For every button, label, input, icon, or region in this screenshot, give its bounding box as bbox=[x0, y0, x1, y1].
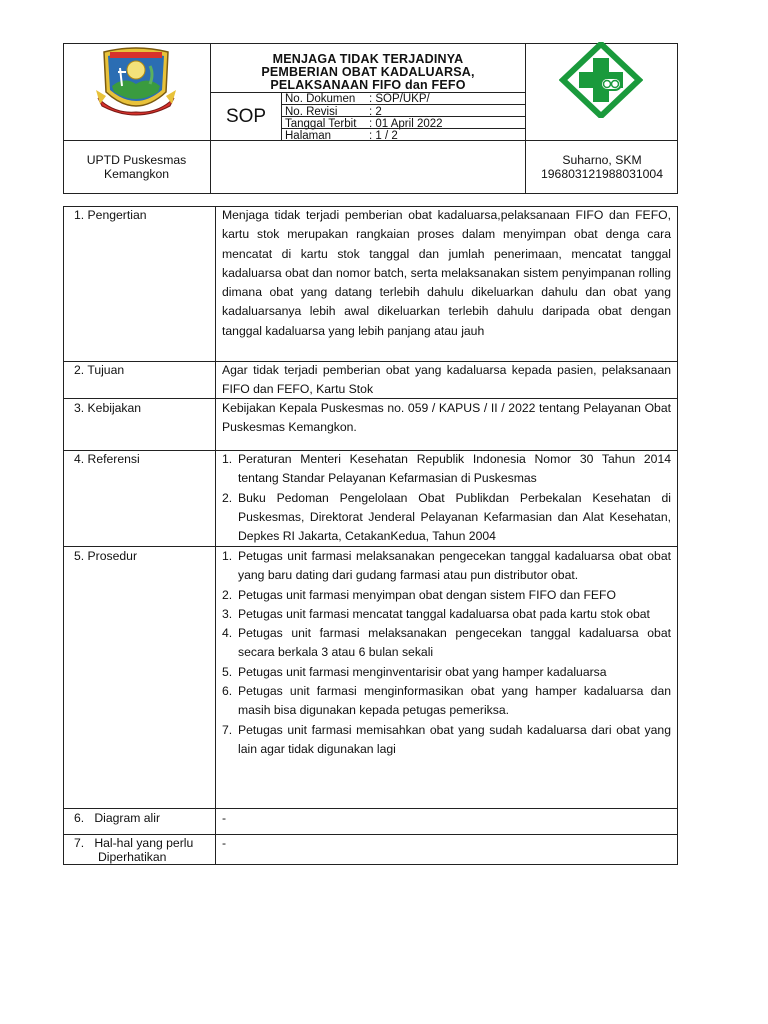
document-meta bbox=[282, 92, 525, 140]
title-line: PELAKSANAAN FIFO dan FEFO bbox=[270, 78, 466, 92]
list-item: 6. Petugas unit farmasi menginformasikan obat yang hamper kadaluarsa dan masih bisa digunakan kepada petugas pemeriksa. bbox=[222, 684, 671, 718]
list-item: 3. Petugas unit farmasi mencatat tanggal kadaluarsa obat pada kartu stok obat bbox=[222, 606, 650, 621]
referensi-list bbox=[222, 450, 671, 546]
section-text-kebijakan: Kebijakan Kepala Puskesmas no. 059 / KAPUS / II / 2022 tentang Pelayanan Obat Puskesmas Kemangkon. bbox=[222, 401, 671, 435]
section-label-referensi: 4. Referensi bbox=[74, 452, 140, 466]
list-item: 4. Petugas unit farmasi melaksanakan pengecekan tanggal kadaluarsa obat secara berkala 3 atau 6 bulan sekali bbox=[222, 626, 671, 660]
list-item: 1. Petugas unit farmasi melaksanakan pengecekan tanggal kadaluarsa obat obat yang baru dating dari gudang farmasi atau pun distributor obat. bbox=[222, 549, 671, 583]
list-item: 1. Peraturan Menteri Kesehatan Republik Indonesia Nomor 30 Tahun 2014 tentang Standar Pelayanan Kefarmasian di Puskesmas bbox=[222, 452, 671, 486]
section-text-pengertian: Menjaga tidak terjadi pemberian obat kadaluarsa,pelaksanaan FIFO dan FEFO, kartu stok merupakan rangkaian proses dalam menyimpan obat denga cara mencatat di kartu stok tanggal dan jumlah penerimaan, mencatat tanggal kadaluarsa obat dan nomor batch, serta melaksanakan sistem penyimpanan rolling dimana obat yang datang terlebih dahulu dikeluarkan dahulu dan obat yang kadaluarsanya lebih awal dikeluarkan terlebih dahulu daripada obat dengan tanggal kadaluarsa yang lebih panjang atau jauh bbox=[222, 208, 671, 338]
regency-coat-of-arms-icon bbox=[94, 46, 178, 120]
section-label-pengertian: 1. Pengertian bbox=[74, 208, 147, 222]
meta-row-tanggal: Tanggal Terbit : 01 April 2022 bbox=[282, 116, 525, 131]
list-item: 2. Petugas unit farmasi menyimpan obat dengan sistem FIFO dan FEFO bbox=[222, 587, 616, 602]
section-label-hal: 7. Hal-hal yang perlu Diperhatikan bbox=[74, 836, 194, 864]
document-title bbox=[211, 53, 525, 92]
meta-row-dokumen: No. Dokumen : SOP/UKP/ bbox=[285, 93, 430, 105]
puskesmas-logo-icon bbox=[559, 42, 643, 118]
sop-label: SOP bbox=[225, 106, 267, 127]
signer-nip: 196803121988031004 bbox=[540, 167, 663, 181]
list-item: 7. Petugas unit farmasi memisahkan obat yang sudah kadaluarsa dari obat yang lain agar tidak digunakan lagi bbox=[222, 722, 671, 756]
meta-row-halaman: Halaman : 1 / 2 bbox=[282, 128, 525, 143]
list-item: 2. Buku Pedoman Pengelolaan Obat Publikdan Perbekalan Kesehatan di Puskesmas, Direktorat Jenderal Pelayanan Kefarmasian dan Alat Kesehatan, Depkes RI Jakarta, CetakanKedua, Tahun 2004 bbox=[222, 490, 671, 544]
section-label-prosedur: 5. Prosedur bbox=[74, 549, 138, 563]
prosedur-list bbox=[222, 547, 671, 759]
meta-row-revisi: No. Revisi : 2 bbox=[282, 104, 525, 119]
list-item: 5. Petugas unit farmasi menginventarisir obat yang hamper kadaluarsa bbox=[222, 664, 607, 679]
content-divider bbox=[215, 206, 216, 865]
section-label-tujuan: 2. Tujuan bbox=[74, 363, 125, 377]
row-border bbox=[63, 834, 678, 835]
title-line: PEMBERIAN OBAT KADALUARSA, bbox=[261, 65, 475, 79]
signer-name: Suharno, SKM bbox=[562, 153, 642, 167]
title-line: MENJAGA TIDAK TERJADINYA bbox=[272, 52, 464, 66]
section-value-diagram: - bbox=[222, 811, 227, 825]
organization-name: UPTD Puskesmas Kemangkon bbox=[86, 153, 187, 181]
section-label-diagram: 6. Diagram alir bbox=[74, 811, 161, 825]
section-value-hal: - bbox=[222, 836, 227, 850]
section-label-kebijakan: 3. Kebijakan bbox=[74, 401, 142, 415]
signer-block bbox=[526, 153, 678, 181]
section-text-tujuan: Agar tidak terjadi pemberian obat yang kadaluarsa kepada pasien, pelaksanaan FIFO dan FEFO, Kartu Stok bbox=[222, 363, 671, 397]
